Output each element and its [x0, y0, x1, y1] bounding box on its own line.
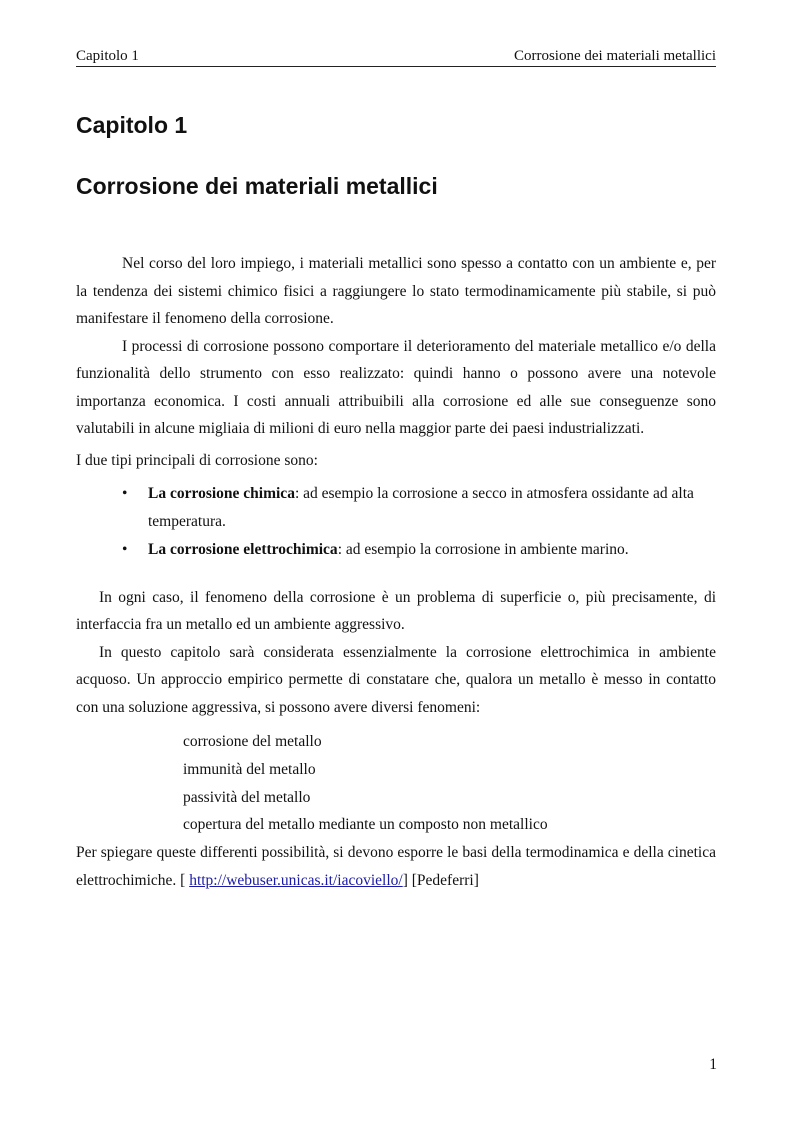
paragraph-conclusion: [76, 839, 716, 894]
list-item: [76, 536, 716, 564]
paragraph-intro: Nel corso del loro impiego, i materiali metallici sono spesso a contatto con un ambiente e, per la tendenza dei sistemi chimico fisici a raggiungere lo stato termodinamicamente più stabile, si può manifestare il fenomeno della corrosione.: [76, 255, 716, 327]
phenomena-list: [183, 728, 716, 839]
chapter-label: Capitolo 1: [76, 112, 188, 138]
paragraph-types-intro: I due tipi principali di corrosione sono:: [76, 451, 318, 469]
bullet-text: : ad esempio la corrosione in ambiente marino.: [337, 541, 629, 558]
page-number: 1: [709, 1056, 717, 1073]
list-item: immunità del metallo: [183, 760, 316, 778]
bullet-term: La corrosione chimica: [148, 485, 295, 502]
conclusion-text: Per spiegare queste differenti possibilità, si devono esporre le basi della termodinamica e della cinetica elettrochimiche. [: [76, 844, 716, 889]
bullet-icon: •: [122, 485, 128, 502]
bullet-text: : ad esempio la corrosione a secco in atmosfera ossidante ad alta temperatura.: [148, 485, 694, 530]
conclusion-citation: ] [Pedeferri]: [402, 871, 479, 889]
bullet-icon: •: [122, 541, 128, 558]
header-chapter: Capitolo 1: [76, 48, 139, 64]
bullet-term: La corrosione elettrochimica: [148, 541, 338, 558]
list-item: [76, 480, 716, 535]
running-header: [76, 47, 716, 67]
list-item: corrosione del metallo: [183, 733, 322, 750]
spacer: [76, 565, 716, 584]
paragraph-surface: In ogni caso, il fenomeno della corrosione è un problema di superficie o, più precisamente, di interfaccia fra un metallo ed un ambiente aggressivo.: [76, 588, 716, 633]
list-item: copertura del metallo mediante un composto non metallico: [183, 816, 548, 834]
list-item: passività del metallo: [183, 788, 311, 806]
paragraph-chapter-scope: In questo capitolo sarà considerata essenzialmente la corrosione elettrochimica in ambiente acquoso. Un approccio empirico permette di constatare che, qualora un metallo è messo in contatto con una soluzione aggressiva, si possono avere diversi fenomeni:: [76, 643, 716, 716]
body-text: [76, 250, 716, 894]
corrosion-types-list: [76, 480, 716, 564]
header-section-title: Corrosione dei materiali metallici: [513, 48, 716, 64]
paragraph-processes: I processi di corrosione possono comportare il deterioramento del materiale metallico e/o della funzionalità dello strumento con esso realizzato: quindi hanno o possono avere una notevole importanza economica. I costi annuali attribuibili alla corrosione ed alle sue conseguenze sono valutabili in alcune migliaia di milioni di euro nella maggior parte dei paesi industrializzati.: [76, 337, 716, 437]
chapter-title: Corrosione dei materiali metallici: [76, 173, 438, 199]
reference-link[interactable]: http://webuser.unicas.it/iacoviello/: [189, 871, 403, 889]
